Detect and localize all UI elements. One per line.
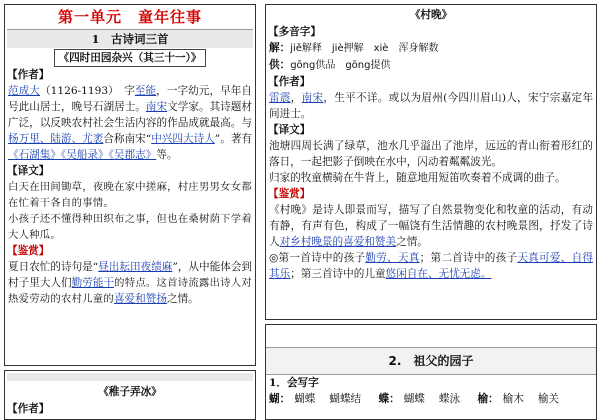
quote-link-1[interactable]: 昼出耘田夜绩麻 [98, 261, 173, 273]
summary-text: ◎第一首诗中的孩子勤劳、天真；第二首诗中的孩子天真可爱、自得其乐；第三首诗中的儿童悠闲自在、无忧无虑。 [269, 252, 594, 280]
quote-link-2[interactable]: 勤劳、天真 [365, 252, 420, 264]
polyphone-row: 供：gōng供品 gōng提供 [269, 59, 391, 71]
four-poets-link[interactable]: 中兴四大诗人 [151, 133, 215, 145]
poem3-title: 《村晚》 [409, 9, 453, 21]
author-name-link[interactable]: 雷震 [269, 92, 291, 104]
dynasty-link[interactable]: 南宋 [145, 101, 168, 113]
quote-link-3[interactable]: 喜爱和赞扬 [113, 293, 167, 305]
poem1-translation-2: 小孩子还不懂得种田织布之事，但也在桑树荫下学着大人种瓜。 [8, 213, 252, 241]
poem3-author-heading: 【作者】 [268, 76, 311, 88]
poem3-appreciation-heading: 【鉴赏】 [268, 188, 311, 200]
author-zi-link[interactable]: 至能 [134, 85, 157, 97]
lesson2-box [265, 324, 597, 420]
author-name-link[interactable]: 范成大 [8, 85, 40, 97]
separator-bar [7, 373, 253, 381]
poem1-title: 《四时田园杂兴（其三十一）》 [54, 49, 206, 67]
poem1-appreciation-heading: 【鉴赏】 [7, 245, 50, 257]
poem3-translation-heading: 【译文】 [268, 124, 311, 136]
works-link[interactable]: 《石湖集》《吴船录》《吴郡志》 [8, 149, 157, 161]
poem1-author-heading: 【作者】 [7, 69, 50, 81]
quote-link-4[interactable]: 悠闲自在、无忧无虑。 [385, 268, 492, 280]
peers-link[interactable]: 杨万里、陆游、尤袤 [8, 133, 104, 145]
quote-link-2[interactable]: 勤劳能干 [71, 277, 115, 289]
poem1-translation-heading: 【译文】 [7, 165, 50, 177]
unit-title: 第一单元 童年往事 [57, 8, 202, 26]
poem3-translation-2: 归家的牧童横骑在牛背上，随意地用短笛吹奏着不成调的曲子。 [269, 172, 566, 184]
word-list: 蝴： 蝴蝶 蝴蝶结 蝶： 蝴蝶 蝶泳 榆： 榆木 榆关 [269, 393, 560, 405]
poem1-appreciation-text: 夏日农忙的诗句是“昼出耘田夜绩麻”，从中能体会到村子里大人们勤劳能干的特点。这首诗流露出诗人对热爱劳动的农村儿童的喜爱和赞扬之情。 [8, 261, 253, 305]
document-page [4, 4, 596, 418]
poem1-author-text: 范成大（1126-1193） 字至能，一字幼元，早年自号此山居士，晚号石湖居士。南宋文学家。其诗题材广泛，以反映农村社会生活内容的作品成就最高。与杨万里、陆游、尤袤合称南宋“中兴四大诗人”。著有《石湖集》《吴船录》《吴郡志》等。 [8, 85, 253, 161]
polyphone-heading: 【多音字】 [268, 26, 321, 38]
poem1-translation-1: 白天在田间锄草，夜晚在家中搓麻，村庄男男女女都在忙着干各自的事情。 [8, 181, 252, 209]
poem3-appreciation-text: 《村晚》是诗人即景而写，描写了自然景物变化和牧童的活动，有动有静，有声有色，构成了一幅饶有生活情趣的农村晚景图，抒发了诗人对乡村晚景的喜爱和赞美之情。 [269, 204, 593, 248]
poem3-author-text: 雷震，南宋，生平不详。或以为眉州(今四川眉山)人，宋宁宗嘉定年间进士。 [269, 92, 594, 120]
polyphone-row: 解：jiě解释 jiè押解 xiè 浑身解数 [269, 42, 439, 54]
lesson2-title: 2. 祖父的园子 [266, 347, 596, 375]
poem2-author-heading: 【作者】 [7, 403, 50, 415]
left-column [4, 4, 256, 366]
quote-link-1[interactable]: 对乡村晚景的喜爱和赞美 [279, 236, 397, 248]
dynasty-link[interactable]: 南宋 [301, 92, 324, 104]
lesson1-title: 1 古诗词三首 [7, 29, 253, 48]
right-column [265, 4, 597, 320]
write-heading: 1．会写字 [269, 377, 319, 389]
poem2-box [4, 370, 256, 420]
poem2-title: 《稚子弄冰》 [98, 386, 162, 398]
quote-link-3[interactable]: 天真可爱、自得其乐 [269, 252, 594, 280]
poem3-translation-1: 池塘四周长满了绿草，池水几乎溢出了池岸，远远的青山衔着形红的落日，一起把影子倒映在水中，闪动着粼粼波光。 [269, 140, 593, 168]
